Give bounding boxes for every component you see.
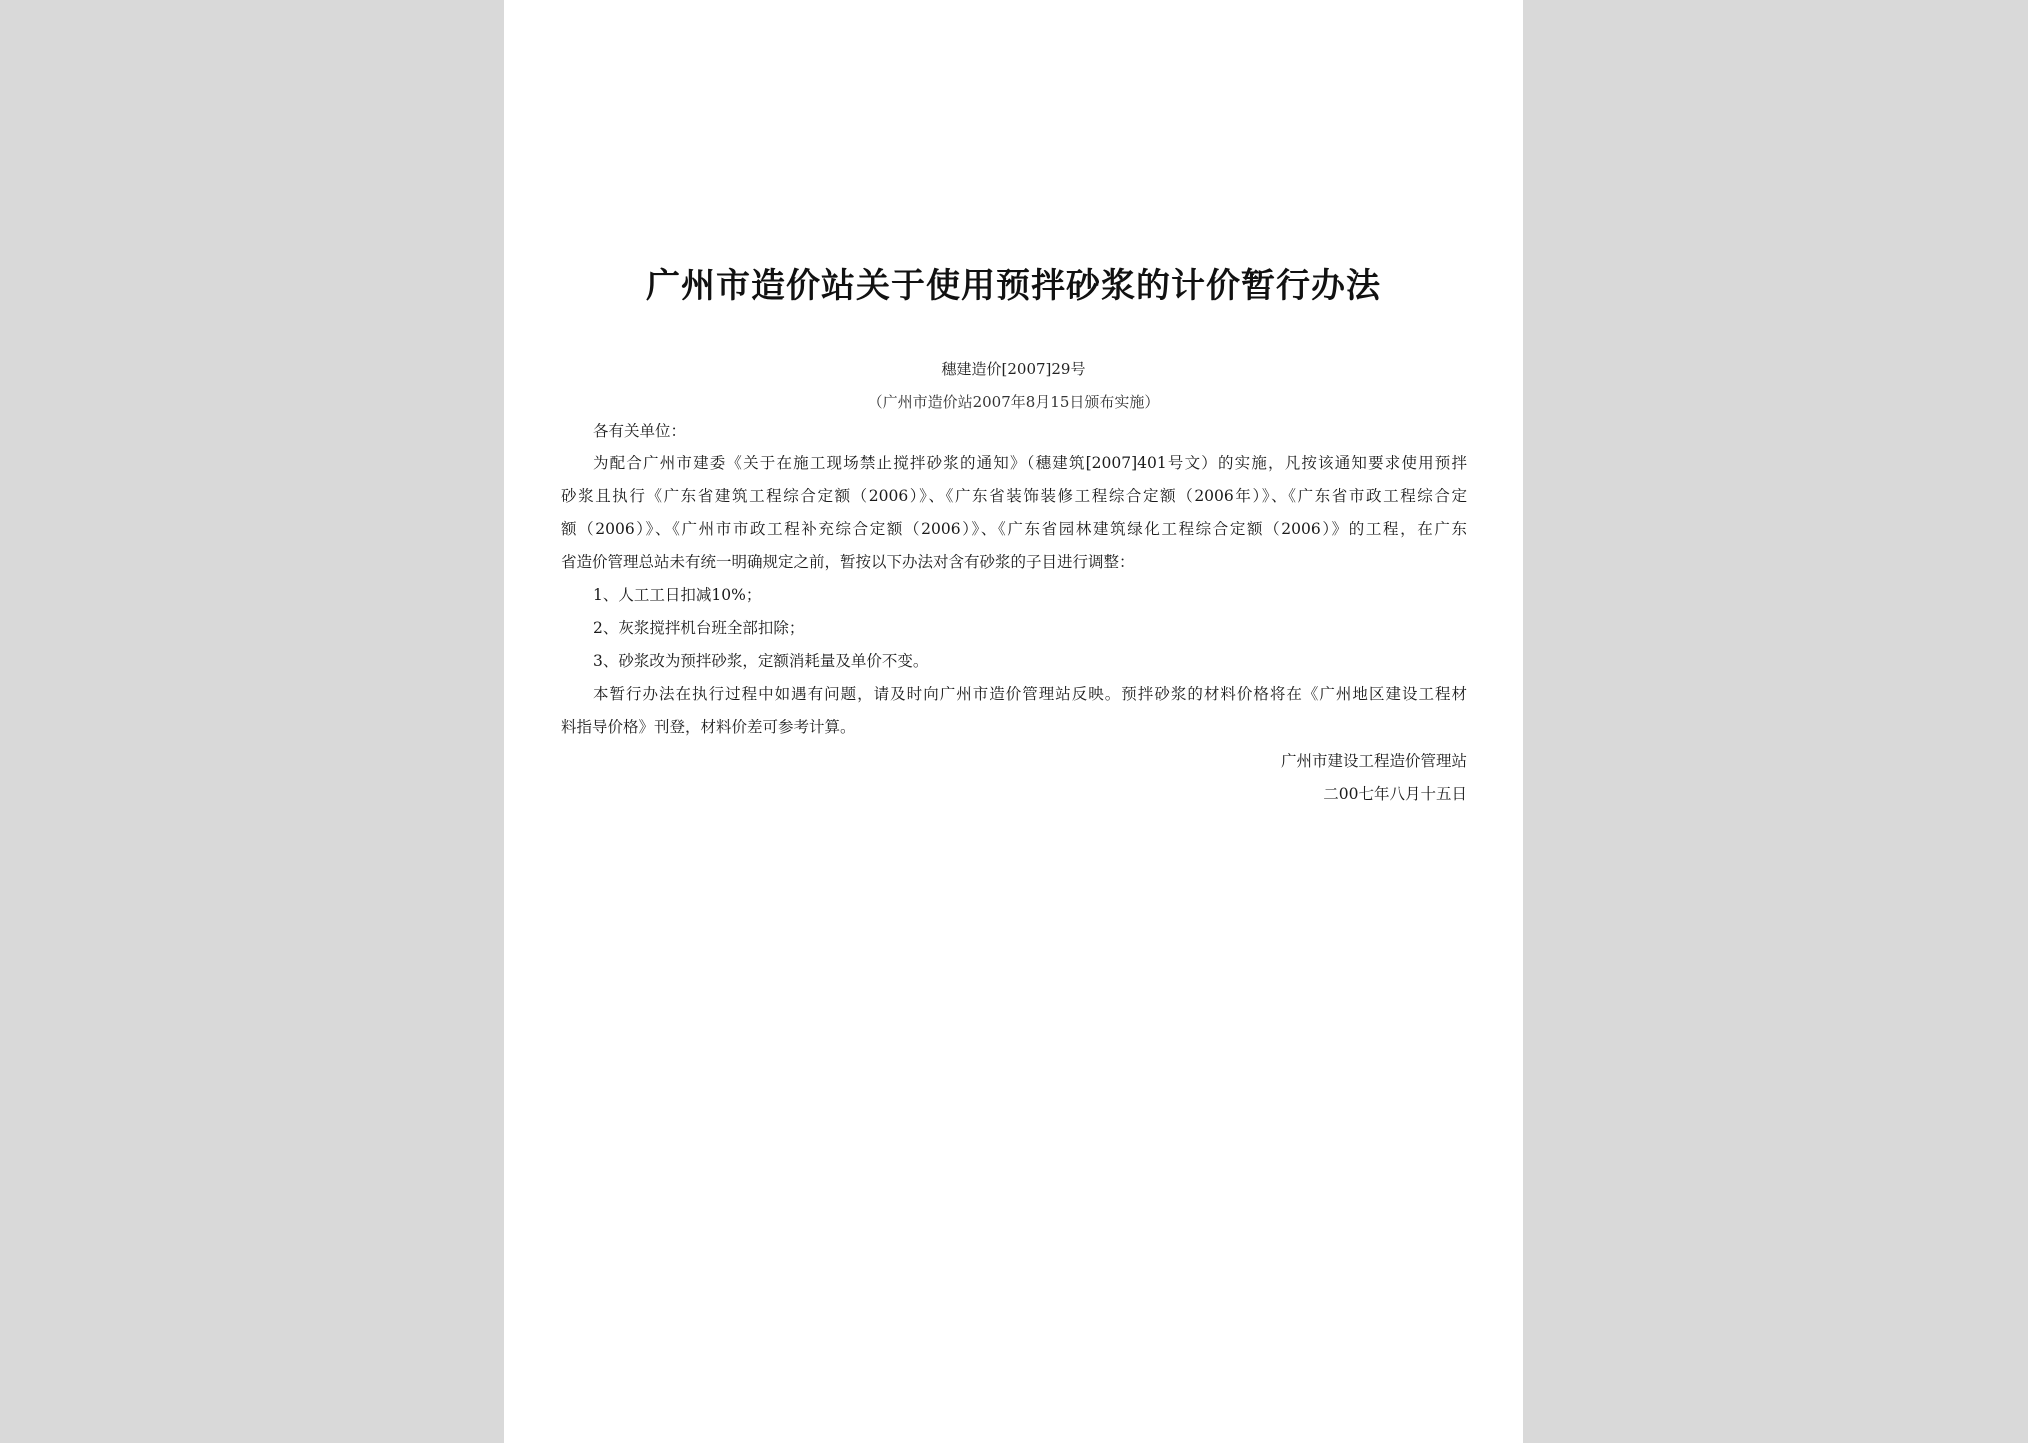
signature-date: 二00七年八月十五日 bbox=[1323, 785, 1467, 803]
paragraph2-line: 本暂行办法在执行过程中如遇有问题，请及时向广州市造价管理站反映。预拌砂浆的材料价格将在《广州地区建设工程材 bbox=[593, 685, 1467, 703]
list-item: 1、人工工日扣减10%； bbox=[593, 586, 762, 604]
salutation: 各有关单位： bbox=[593, 422, 687, 440]
document-number: 穗建造价[2007]29号 bbox=[941, 360, 1086, 378]
paragraph1-line: 省造价管理总站未有统一明确规定之前，暂按以下办法对含有砂浆的子目进行调整： bbox=[561, 553, 1135, 571]
paragraph1-line: 额（2006）》、《广州市市政工程补充综合定额（2006）》、《广东省园林建筑绿化工程综合定额（2006）》的工程，在广东 bbox=[561, 520, 1467, 538]
paragraph1-line: 砂浆且执行《广东省建筑工程综合定额（2006）》、《广东省装饰装修工程综合定额（2006年）》、《广东省市政工程综合定 bbox=[561, 487, 1467, 505]
paragraph2-line: 料指导价格》刊登，材料价差可参考计算。 bbox=[561, 718, 856, 736]
list-item: 3、砂浆改为预拌砂浆，定额消耗量及单价不变。 bbox=[593, 652, 929, 670]
list-item: 2、灰浆搅拌机台班全部扣除； bbox=[593, 619, 805, 637]
paragraph1-line: 为配合广州市建委《关于在施工现场禁止搅拌砂浆的通知》（穗建筑[2007]401号文）的实施，凡按该通知要求使用预拌 bbox=[593, 454, 1467, 472]
document-title: 广州市造价站关于使用预拌砂浆的计价暂行办法 bbox=[646, 266, 1381, 306]
document-page bbox=[504, 0, 1523, 1443]
signature-organization: 广州市建设工程造价管理站 bbox=[1280, 752, 1467, 770]
issued-note: （广州市造价站2007年8月15日颁布实施） bbox=[867, 393, 1160, 411]
